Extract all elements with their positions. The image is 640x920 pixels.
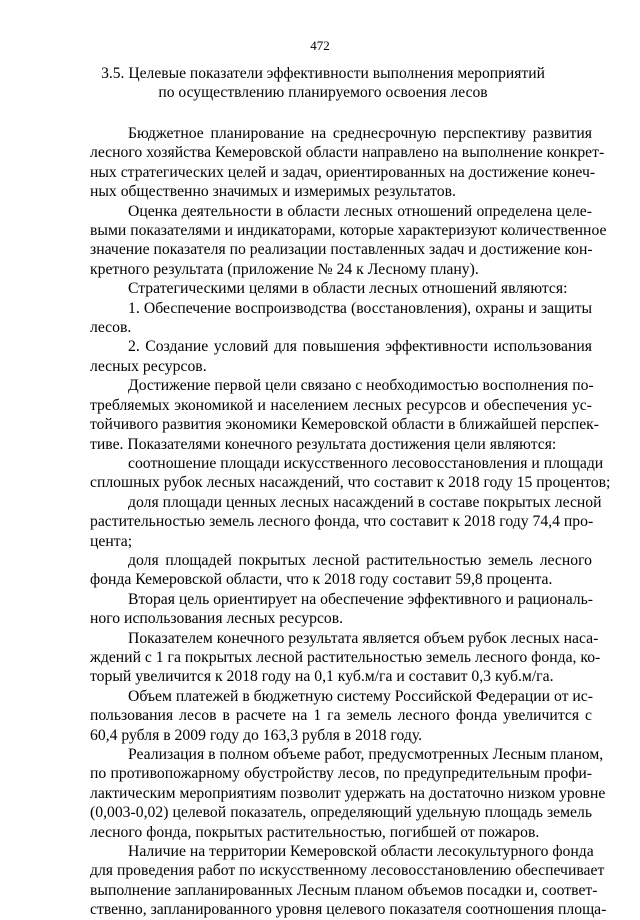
paragraph-line: ного использования лесных ресурсов. — [90, 610, 344, 628]
paragraph-line: тиве. Показателями конечного результата достижения цели являются: — [90, 435, 557, 453]
paragraph-line: сплошных рубок лесных насаждений, что составит к 2018 году 15 процентов; — [90, 474, 611, 492]
paragraph — [90, 299, 592, 338]
paragraph — [90, 376, 600, 454]
paragraph-line: Объем платежей в бюджетную систему Российской Федерации от ис- — [128, 687, 593, 705]
paragraph-line: пользования лесов в расчете на 1 га земель лесного фонда увеличится с — [90, 707, 592, 725]
paragraph-line: Показателем конечного результата является объем рубок лесных наса- — [128, 629, 599, 647]
paragraph-line: доля площадей покрытых лесной растительностью земель лесного — [128, 551, 592, 569]
paragraph-line: для проведения работ по искусственному лесовосстановлению обеспечивает — [90, 862, 605, 880]
paragraph-line: по противопожарному обустройству лесов, по предупредительным профи- — [90, 765, 592, 783]
paragraph — [90, 687, 592, 745]
section-heading-line: 3.5. Целевые показатели эффективности выполнения мероприятий — [101, 65, 545, 82]
paragraph-line: значение показателя по реализации поставленных задач и достижение кон- — [90, 241, 593, 259]
section-heading — [90, 64, 556, 102]
paragraph-line: Вторая цель ориентирует на обеспечение эффективного и рациональ- — [128, 590, 594, 608]
paragraph — [90, 493, 602, 551]
paragraph — [90, 551, 592, 590]
paragraph-line: тойчивого развития экономики Кемеровской области в ближайшей перспек- — [90, 416, 600, 434]
paragraph-line: Стратегическими целями в области лесных отношений являются: — [128, 280, 568, 298]
paragraph-line: доля площади ценных лесных насаждений в составе покрытых лесной — [128, 493, 602, 511]
paragraph — [90, 337, 592, 376]
page-number: 472 — [310, 38, 330, 53]
paragraph — [90, 590, 592, 629]
document-body — [90, 124, 611, 920]
paragraph — [90, 842, 607, 920]
paragraph-line: (0,003-0,02) целевой показатель, определяющий удельную площадь земель — [90, 804, 592, 822]
paragraph-line: цента; — [90, 532, 133, 550]
paragraph-line: лесного фонда, покрытых растительностью, погибшей от пожаров. — [90, 823, 540, 841]
paragraph-line: 1. Обеспечение воспроизводства (восстановления), охраны и защиты — [128, 299, 592, 317]
paragraph-line: фонда Кемеровской области, что к 2018 году составит 59,8 процента. — [90, 571, 553, 589]
paragraph-line: растительностью земель лесного фонда, что составит к 2018 году 74,4 про- — [90, 513, 594, 531]
paragraph — [90, 202, 607, 280]
paragraph-line: Достижение первой цели связано с необходимостью восполнения по- — [128, 377, 594, 395]
paragraph-line: 2. Создание условий для повышения эффективности использования — [128, 338, 592, 356]
paragraph — [90, 454, 611, 493]
paragraph — [90, 279, 592, 298]
paragraph-line: 60,4 рубля в 2009 году до 163,3 рубля в 2018 году. — [90, 726, 423, 744]
paragraph-line: лесов. — [90, 319, 132, 337]
paragraph-line: ных общественно значимых и измеримых результатов. — [90, 183, 456, 201]
paragraph-line: требляемых экономикой и населением лесных ресурсов и обеспечения ус- — [90, 396, 592, 414]
paragraph-line: ственно, запланированного уровня целевого показателя соотношения площа- — [90, 901, 607, 919]
paragraph-line: выполнение запланированных Лесным планом объемов посадки и, соответ- — [90, 881, 598, 899]
paragraph-line: кретного результата (приложение № 24 к Лесному плану). — [90, 260, 479, 278]
paragraph-line: лесного хозяйства Кемеровской области направлено на выполнение конкрет- — [90, 144, 605, 162]
section-heading-line: по осуществлению планируемого освоения лесов — [158, 84, 488, 101]
paragraph — [90, 629, 601, 687]
paragraph-line: Оценка деятельности в области лесных отношений определена целе- — [128, 202, 592, 220]
paragraph-line: выми показателями и индикаторами, которые характеризуют количественное — [90, 222, 607, 240]
paragraph-line: лактическим мероприятиям позволит удержать на достаточно низком уровне — [90, 784, 606, 802]
paragraph-line: торый увеличится к 2018 году на 0,1 куб.м/га и составит 0,3 куб.м/га. — [90, 668, 554, 686]
paragraph — [90, 124, 605, 202]
paragraph-line: Наличие на территории Кемеровской области лесокультурного фонда — [128, 843, 594, 861]
paragraph-line: соотношение площади искусственного лесовосстановления и площади — [128, 454, 604, 472]
paragraph-line: ных стратегических целей и задач, ориентированных на достижение конеч- — [90, 163, 596, 181]
paragraph — [90, 745, 606, 842]
paragraph-line: ждений с 1 га покрытых лесной растительностью земель лесного фонда, ко- — [90, 648, 601, 666]
paragraph-line: Бюджетное планирование на среднесрочную перспективу развития — [128, 125, 592, 142]
paragraph-line: Реализация в полном объеме работ, предусмотренных Лесным планом, — [128, 746, 604, 763]
paragraph-line: лесных ресурсов. — [90, 357, 207, 375]
